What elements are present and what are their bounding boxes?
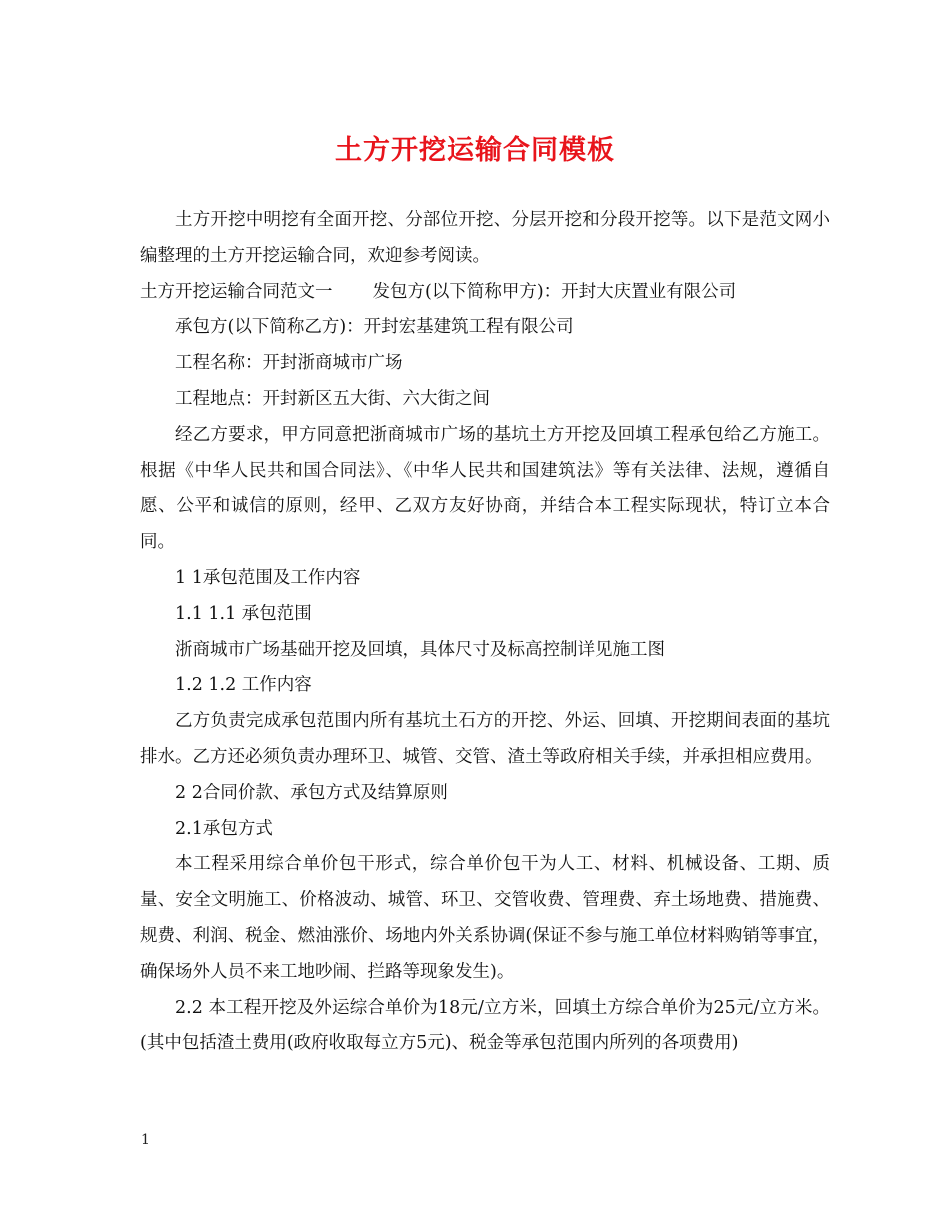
section-2-2-text: 2.2 本工程开挖及外运综合单价为18元/立方米，回填土方综合单价为25元/立方米。(其中包括渣土费用(政府收取每立方5元)、税金等承包范围内所列的各项费用) — [140, 997, 830, 1054]
document-title: 土方开挖运输合同模板 — [335, 135, 615, 166]
document-body — [140, 203, 830, 1062]
sample-heading-line — [140, 275, 830, 311]
section-1-1-heading: 1.1 1.1 承包范围 — [175, 603, 312, 624]
page-number: 1 — [141, 1132, 150, 1148]
section-2-1-heading: 2.1承包方式 — [175, 818, 273, 839]
intro-paragraph: 土方开挖中明挖有全面开挖、分部位开挖、分层开挖和分段开挖等。以下是范文网小编整理的土方开挖运输合同，欢迎参考阅读。 — [140, 210, 830, 266]
section-1-1-text: 浙商城市广场基础开挖及回填，具体尺寸及标高控制详见施工图 — [175, 639, 665, 660]
section-1-2-heading: 1.2 1.2 工作内容 — [175, 675, 312, 696]
section-2-1-text: 本工程采用综合单价包干形式，综合单价包干为人工、材料、机械设备、工期、质量、安全文明施工、价格波动、城管、环卫、交管收费、管理费、弃土场地费、措施费、规费、利润、税金、燃油涨价、场地内外关系协调(保证不参与施工单位材料购销等事宜，确保场外人员不来工地吵闹、拦路等现象发生)。 — [140, 854, 830, 982]
project-location-line: 工程地点：开封新区五大街、六大街之间 — [175, 388, 490, 409]
section-2-heading: 2 2合同价款、承包方式及结算原则 — [175, 782, 448, 803]
section-1-heading: 1 1承包范围及工作内容 — [175, 567, 361, 588]
project-name-line: 工程名称：开封浙商城市广场 — [175, 353, 403, 374]
party-b-line: 承包方(以下简称乙方)：开封宏基建筑工程有限公司 — [175, 317, 574, 338]
party-a-line: 发包方(以下简称甲方)：开封大庆置业有限公司 — [372, 281, 737, 302]
sample-heading: 土方开挖运输合同范文一 — [140, 281, 333, 302]
preamble-paragraph: 经乙方要求，甲方同意把浙商城市广场的基坑土方开挖及回填工程承包给乙方施工。根据《中华人民共和国合同法》、《中华人民共和国建筑法》等有关法律、法规，遵循自愿、公平和诚信的原则，经甲、乙双方友好协商，并结合本工程实际现状，特订立本合同。 — [140, 424, 830, 553]
section-1-2-text: 乙方负责完成承包范围内所有基坑土石方的开挖、外运、回填、开挖期间表面的基坑排水。乙方还必须负责办理环卫、城管、交管、渣土等政府相关手续，并承担相应费用。 — [140, 711, 830, 767]
